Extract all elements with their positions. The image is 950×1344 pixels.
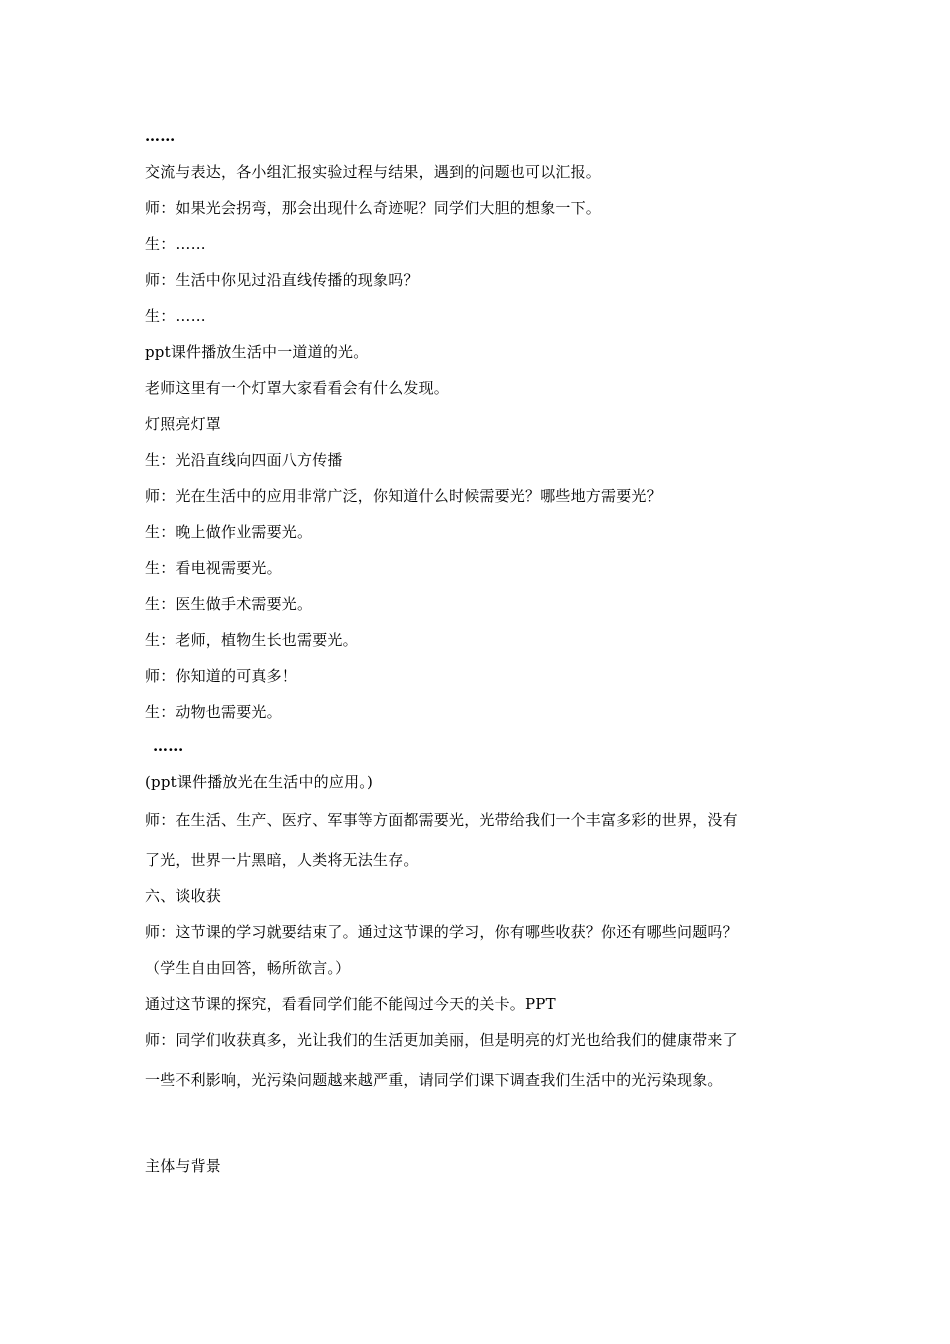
text-line: 师：在生活、生产、医疗、军事等方面都需要光，光带给我们一个丰富多彩的世界，没有 bbox=[145, 811, 738, 829]
text-line: 师：你知道的可真多！ bbox=[145, 667, 298, 685]
ellipsis-line: …… bbox=[145, 127, 176, 145]
text-line: 生：光沿直线向四面八方传播 bbox=[145, 451, 343, 469]
text-line: 师：光在生活中的应用非常广泛，你知道什么时候需要光？哪些地方需要光？ bbox=[145, 487, 662, 505]
text-line: 师：同学们收获真多，光让我们的生活更加美丽，但是明亮的灯光也给我们的健康带来了 bbox=[145, 1031, 738, 1049]
text-line: 生：晚上做作业需要光。 bbox=[145, 523, 313, 541]
text-line: 师：如果光会拐弯，那会出现什么奇迹呢？同学们大胆的想象一下。 bbox=[145, 199, 602, 217]
section-heading: 主体与背景 bbox=[145, 1157, 222, 1175]
text-line: 生：动物也需要光。 bbox=[145, 703, 282, 721]
text-line: 通过这节课的探究，看看同学们能不能闯过今天的关卡。PPT bbox=[145, 995, 556, 1013]
text-line: (ppt课件播放光在生活中的应用。) bbox=[145, 773, 374, 791]
text-line: （学生自由回答，畅所欲言。） bbox=[145, 959, 351, 977]
ellipsis-line: …… bbox=[153, 737, 184, 755]
text-line: 师：这节课的学习就要结束了。通过这节课的学习，你有哪些收获？你还有哪些问题吗？ bbox=[145, 923, 738, 941]
text-line: 生：医生做手术需要光。 bbox=[145, 595, 313, 613]
text-line: 灯照亮灯罩 bbox=[145, 415, 222, 433]
text-line: 生：老师，植物生长也需要光。 bbox=[145, 631, 358, 649]
text-line: 生：看电视需要光。 bbox=[145, 559, 282, 577]
text-line: 生：…… bbox=[145, 307, 206, 325]
section-heading: 六、谈收获 bbox=[145, 887, 222, 905]
text-line: ppt课件播放生活中一道道的光。 bbox=[145, 343, 369, 361]
text-line: 一些不利影响，光污染问题越来越严重，请同学们课下调查我们生活中的光污染现象。 bbox=[145, 1071, 723, 1089]
text-line: 老师这里有一个灯罩大家看看会有什么发现。 bbox=[145, 379, 450, 397]
text-line: 师：生活中你见过沿直线传播的现象吗？ bbox=[145, 271, 419, 289]
text-line: 了光，世界一片黑暗，人类将无法生存。 bbox=[145, 851, 419, 869]
text-line: 生：…… bbox=[145, 235, 206, 253]
text-line: 交流与表达，各小组汇报实验过程与结果，遇到的问题也可以汇报。 bbox=[145, 163, 602, 181]
